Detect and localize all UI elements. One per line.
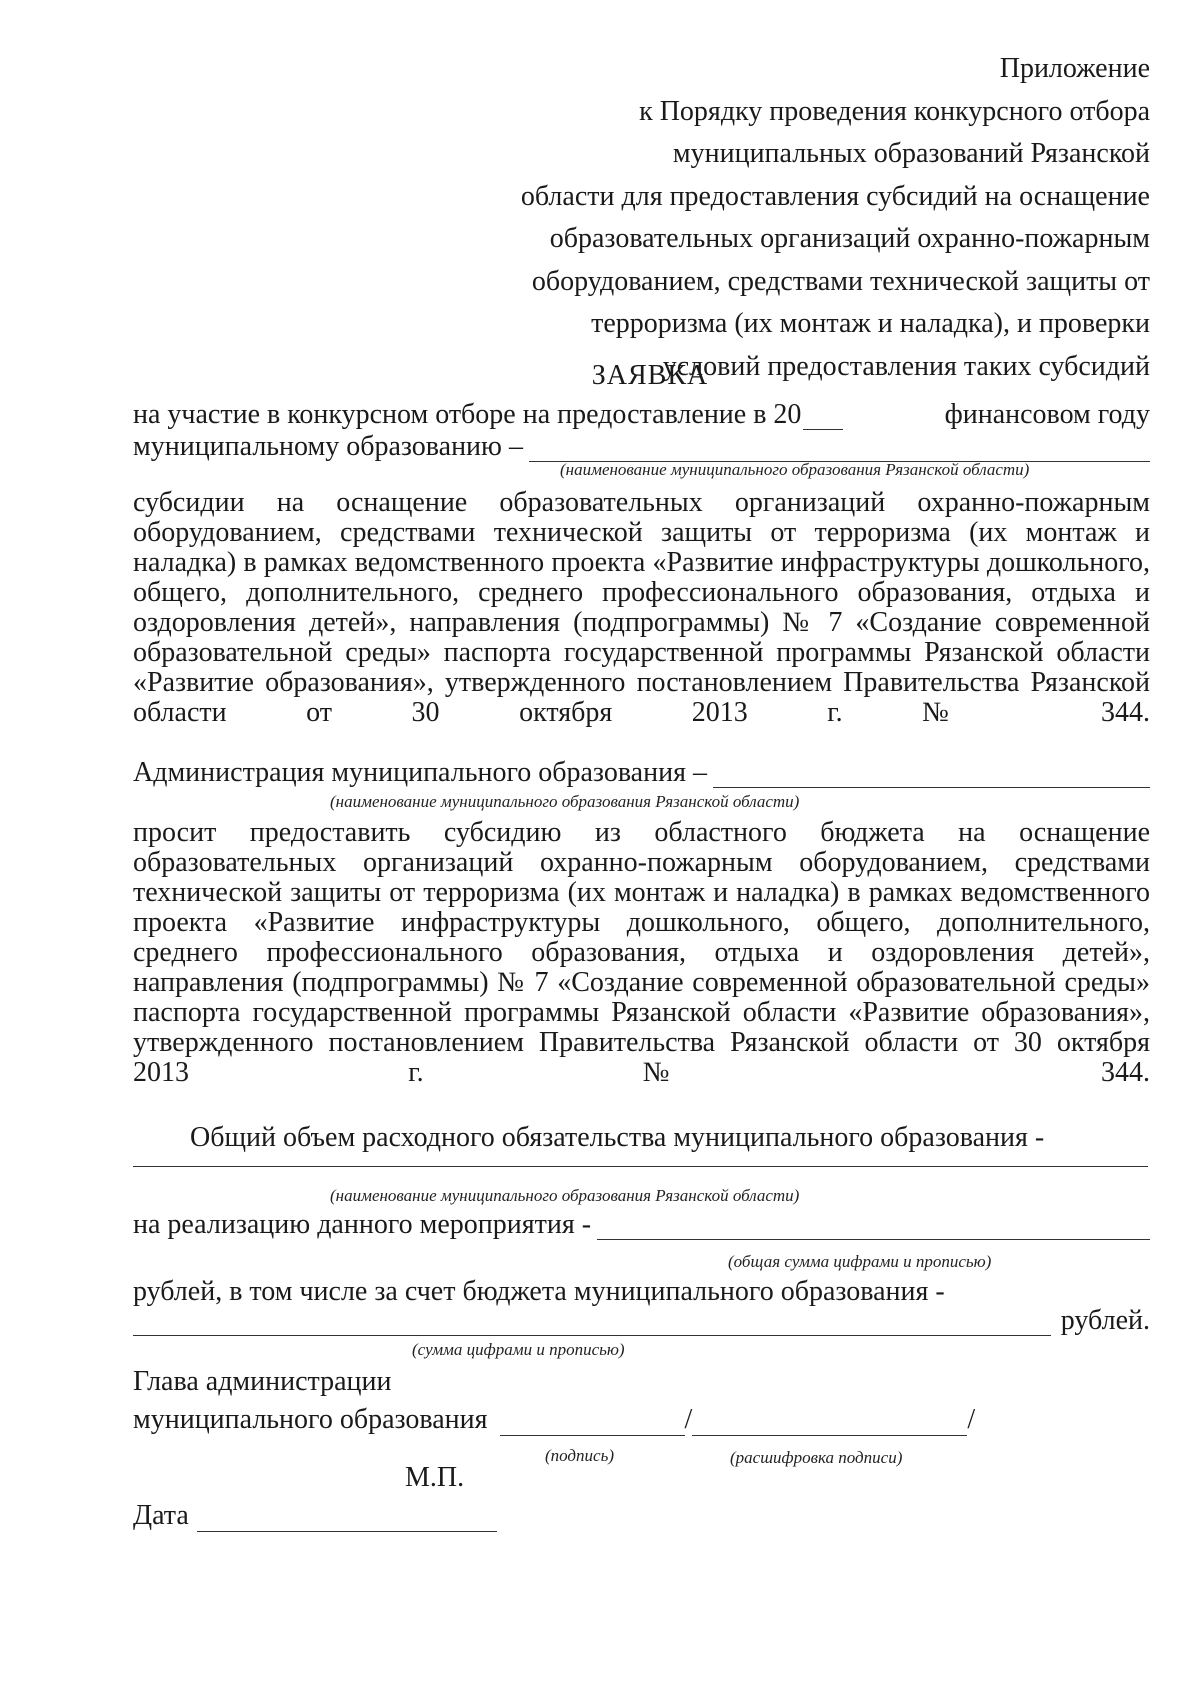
hint-municipality-2: (наименование муниципального образования Рязанской области): [330, 792, 800, 811]
budget-sum-blank[interactable]: [133, 1313, 1051, 1336]
appendix-line: Приложение: [999, 53, 1150, 84]
head-line-2: [133, 1404, 975, 1436]
hint-total: (общая сумма цифрами и прописью): [728, 1252, 992, 1271]
appendix-line: области для предоставления субсидий на оснащение: [520, 180, 1150, 212]
stamp-placeholder: М.П.: [405, 1462, 465, 1493]
appendix-line: образовательных организаций охранно-пожарным: [549, 223, 1150, 254]
implementation-line: [133, 1210, 1150, 1240]
document-title: ЗАЯВКА: [591, 360, 709, 391]
municipality-blank[interactable]: [529, 439, 1150, 462]
budget-label: рублей, в том числе за счет бюджета муниципального образования -: [133, 1276, 945, 1307]
appendix-line: условий предоставления таких субсидий: [662, 350, 1150, 382]
implementation-label: на реализацию данного мероприятия -: [133, 1209, 592, 1240]
head-line-2-text: муниципального образования: [133, 1404, 488, 1435]
request-line-2: [133, 432, 1150, 462]
appendix-line: терроризма (их монтаж и наладка), и проверки: [591, 308, 1150, 339]
expenses-intro: Общий объем расходного обязательства муниципального образования -: [190, 1122, 1045, 1153]
appendix-line: муниципальных образований Рязанской: [672, 138, 1150, 169]
date-blank[interactable]: [197, 1509, 497, 1532]
administration-paragraph: просит предоставить субсидию из областного бюджета на оснащение образовательных организаций охранно-пожарным оборудованием, средствами технической защиты от терроризма (их монтаж и наладка) в рамках ведомственного проекта «Развитие инфраструктуры дошкольного, общего, дополнительного, среднего профессионального образования, отдыха и оздоровления детей», направления (подпрограммы) № 7 «Создание современной образовательной среды» паспорта государственной программы Рязанской области «Развитие образования», утвержденного постановлением Правительства Рязанской области от 30 октября 2013 г. № 344.: [133, 817, 1150, 1088]
signature-separator-end: /: [967, 1404, 976, 1435]
hint-decoding: (расшифровка подписи): [730, 1448, 903, 1467]
request-intro: [133, 400, 1150, 462]
appendix-line: к Порядку проведения конкурсного отбора: [639, 95, 1150, 127]
hint-municipality-1: (наименование муниципального образования Рязанской области): [560, 460, 1030, 479]
head-line-1: Глава администрации: [133, 1366, 392, 1397]
implementation-blank[interactable]: [597, 1217, 1150, 1240]
rubles-suffix: рублей.: [1060, 1305, 1150, 1336]
date-line: [133, 1500, 497, 1532]
date-label: Дата: [133, 1500, 189, 1531]
expenses-municipality-blank[interactable]: [133, 1166, 1148, 1167]
signature-blank[interactable]: [500, 1413, 685, 1436]
administration-label: Администрация муниципального образования –: [133, 757, 707, 788]
hint-sum: (сумма цифрами и прописью): [412, 1340, 625, 1359]
budget-sum-line: [133, 1306, 1150, 1336]
request-line-1-end: финансовом году: [944, 399, 1150, 430]
administration-blank[interactable]: [713, 765, 1150, 788]
request-line-1: [133, 400, 1150, 430]
request-line-1-text: на участие в конкурсном отборе на предоставление в 20: [133, 399, 802, 430]
administration-line: [133, 758, 1150, 788]
signature-separator: /: [684, 1404, 693, 1435]
request-paragraph: субсидии на оснащение образовательных организаций охранно-пожарным оборудованием, средствами технической защиты от терроризма (их монтаж и наладка) в рамках ведомственного проекта «Развитие инфраструктуры дошкольного, общего, дополнительного, среднего профессионального образования, отдыха и оздоровления детей», направления (подпрограммы) № 7 «Создание современной образовательной среды» паспорта государственной программы Рязанской области «Развитие образования», утвержденного постановлением Правительства Рязанской области от 30 октября 2013 г. № 344.: [133, 487, 1150, 728]
hint-municipality-3: (наименование муниципального образования Рязанской области): [330, 1186, 800, 1205]
appendix-line: оборудованием, средствами технической защиты от: [531, 265, 1150, 297]
year-blank[interactable]: [803, 407, 843, 430]
request-line-2-text: муниципальному образованию –: [133, 431, 523, 462]
appendix-header: [470, 48, 1150, 388]
decoding-blank[interactable]: [692, 1413, 967, 1436]
hint-signature: (подпись): [545, 1446, 614, 1465]
